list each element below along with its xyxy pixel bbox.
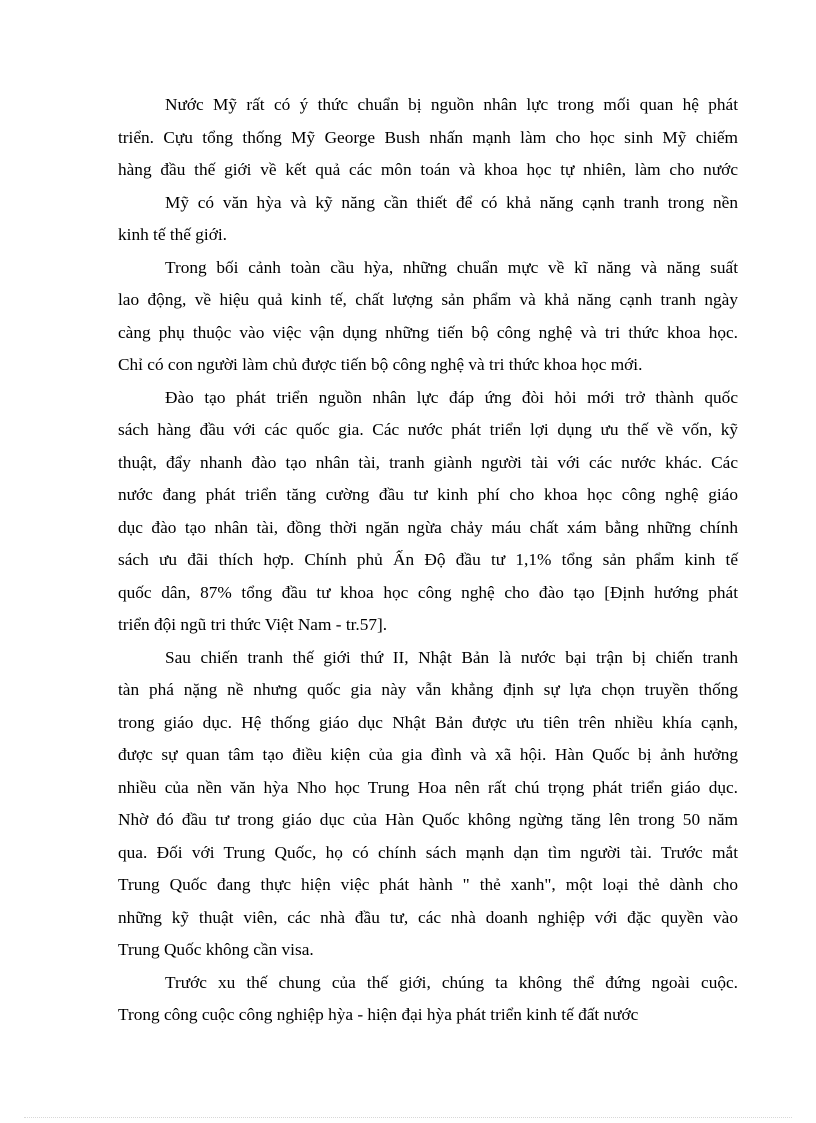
text-line: tàn phá nặng nề nhưng quốc gia này vẫn khẳng định sự lựa chọn truyền thống [118,680,738,699]
text-line: được sự quan tâm tạo điều kiện của gia đình và xã hội. Hàn Quốc bị ảnh hưởng [118,745,738,764]
text-line: lao động, về hiệu quả kinh tế, chất lượng sản phẩm và khả năng cạnh tranh ngày [118,290,738,309]
paragraph-3 [118,382,738,642]
text-line: Đào tạo phát triển nguồn nhân lực đáp ứng đòi hỏi mới trở thành quốc [165,387,738,407]
text-line: kinh tế thế giới. [118,225,227,244]
text-line: những kỹ thuật viên, các nhà đầu tư, các nhà doanh nghiệp với đặc quyền vào [118,907,738,927]
text-line: thuật, đẩy nhanh đào tạo nhân tài, tranh giành người tài với các nước khác. Các [118,452,738,472]
paragraph-5 [118,967,738,1032]
text-line: Trong công cuộc công nghiệp hỳa - hiện đại hỳa phát triển kinh tế đất nước [118,1005,639,1024]
page-bottom-divider [24,1117,792,1118]
text-line: trong giáo dục. Hệ thống giáo dục Nhật Bản được ưu tiên trên nhiều khía cạnh, [118,712,738,732]
text-line: Mỹ có văn hỳa và kỹ năng cần thiết để có khả năng cạnh tranh trong nền [165,192,738,212]
text-line: Nước Mỹ rất có ý thức chuẩn bị nguồn nhân lực trong mối quan hệ phát [165,95,738,114]
paragraph-4 [118,642,738,967]
text-line: Trung Quốc đang thực hiện việc phát hành " thẻ xanh", một loại thẻ dành cho [118,875,738,894]
text-line: nhiều của nền văn hỳa Nho học Trung Hoa nên rất chú trọng phát triển giáo dục. [118,777,738,797]
text-line: dục đào tạo nhân tài, đồng thời ngăn ngừa chảy máu chất xám bằng những chính [118,517,738,537]
text-line: Trong bối cảnh toàn cầu hỳa, những chuẩn mực về kĩ năng và năng suất [165,257,738,277]
text-line: sách ưu đãi thích hợp. Chính phủ Ấn Độ đầu tư 1,1% tổng sản phẩm kinh tế [118,550,738,569]
text-line: triển đội ngũ tri thức Việt Nam - tr.57]. [118,615,388,634]
text-line: nước đang phát triển tăng cường đầu tư kinh phí cho khoa học công nghệ giáo [118,485,738,504]
text-line: triển. Cựu tổng thống Mỹ George Bush nhấn mạnh làm cho học sinh Mỹ chiếm [118,127,738,147]
text-line: hàng đầu thế giới về kết quả các môn toán và khoa học tự nhiên, làm cho nước [118,160,738,179]
text-line: Sau chiến tranh thế giới thứ II, Nhật Bản là nước bại trận bị chiến tranh [165,647,738,667]
text-line: qua. Đối với Trung Quốc, họ có chính sách mạnh dạn tìm người tài. Trước mắt [118,842,738,862]
text-line: Trung Quốc không cần visa. [118,940,314,959]
text-line: càng phụ thuộc vào việc vận dụng những tiến bộ công nghệ và tri thức khoa học. [118,322,738,342]
document-body [118,89,738,1032]
text-line: Chỉ có con người làm chủ được tiến bộ công nghệ và tri thức khoa học mới. [118,355,643,374]
paragraph-2 [118,252,738,382]
text-line: Trước xu thế chung của thế giới, chúng ta không thể đứng ngoài cuộc. [165,972,738,992]
text-line: Nhờ đó đầu tư trong giáo dục của Hàn Quốc không ngừng tăng lên trong 50 năm [118,810,738,829]
paragraph-1 [118,89,738,252]
text-line: sách hàng đầu với các quốc gia. Các nước phát triển lợi dụng ưu thế về vốn, kỹ [118,420,738,439]
text-line: quốc dân, 87% tổng đầu tư khoa học công nghệ cho đào tạo [Định hướng phát [118,582,738,602]
